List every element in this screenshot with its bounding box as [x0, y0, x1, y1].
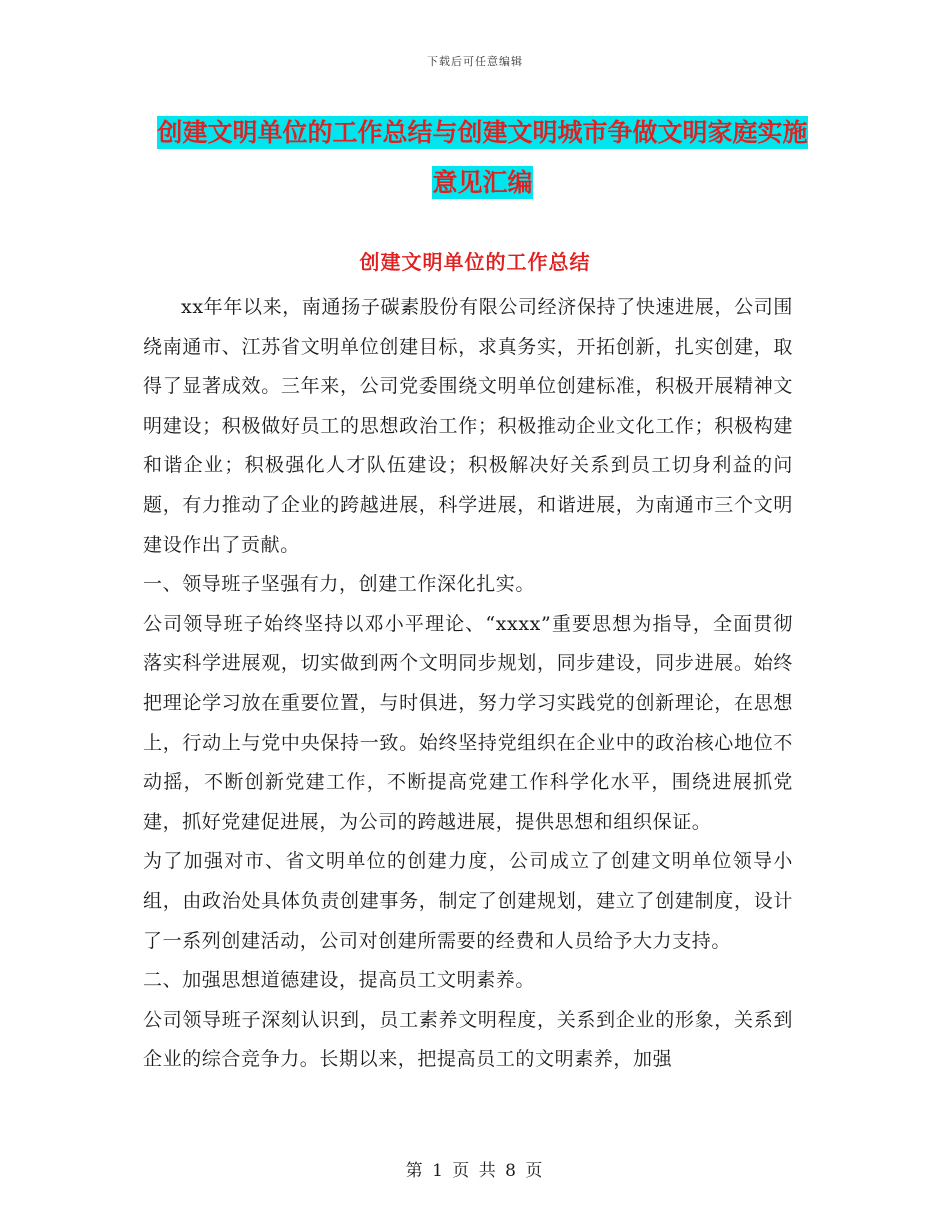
heading-2: 二、加强思想道德建设，提高员工文明素养。 [143, 969, 536, 992]
document-title-text: 创建文明单位的工作总结与创建文明城市争做文明家庭实施意见汇编 [157, 118, 808, 197]
page-footer: 第 1 页 共 8 页 [405, 1161, 545, 1181]
document-body [143, 288, 793, 1080]
paragraph-moral-building: 公司领导班子深刻认识到，员工素养文明程度，关系到企业的形象，关系到企业的综合竞争力。长期以来，把提高员工的文明素养，加强 [143, 1008, 793, 1071]
paragraph-creation-effort: 为了加强对市、省文明单位的创建力度，公司成立了创建文明单位领导小组，由政治处具体负责创建事务，制定了创建规划，建立了创建制度，设计了一系列创建活动，公司对创建所需要的经费和人员给予大力支持。 [143, 850, 793, 952]
header-note: 下载后可任意编辑 [427, 55, 523, 68]
paragraph-intro: xx年年以来，南通扬子碳素股份有限公司经济保持了快速进展，公司围绕南通市、江苏省文明单位创建目标，求真务实，开拓创新，扎实创建，取得了显著成效。三年来，公司党委围绕文明单位创建标准，积极开展精神文明建设；积极做好员工的思想政治工作；积极推动企业文化工作；积极构建和谐企业；积极强化人才队伍建设；积极解决好关系到员工切身利益的问题，有力推动了企业的跨越进展，科学进展，和谐进展，为南通市三个文明建设作出了贡献。 [143, 296, 793, 556]
section-title: 创建文明单位的工作总结 [359, 250, 591, 274]
paragraph-leadership: 公司领导班子始终坚持以邓小平理论、“xxxx”重要思想为指导，全面贯彻落实科学进展观，切实做到两个文明同步规划，同步建设，同步进展。始终把理论学习放在重要位置，与时俱进，努力学习实践党的创新理论，在思想上，行动上与党中央保持一致。始终坚持党组织在企业中的政治核心地位不动摇，不断创新党建工作，不断提高党建工作科学化水平，围绕进展抓党建，抓好党建促进展，为公司的跨越进展，提供思想和组织保证。 [143, 612, 793, 833]
heading-1: 一、领导班子坚强有力，创建工作深化扎实。 [143, 573, 536, 596]
document-title [150, 108, 815, 208]
